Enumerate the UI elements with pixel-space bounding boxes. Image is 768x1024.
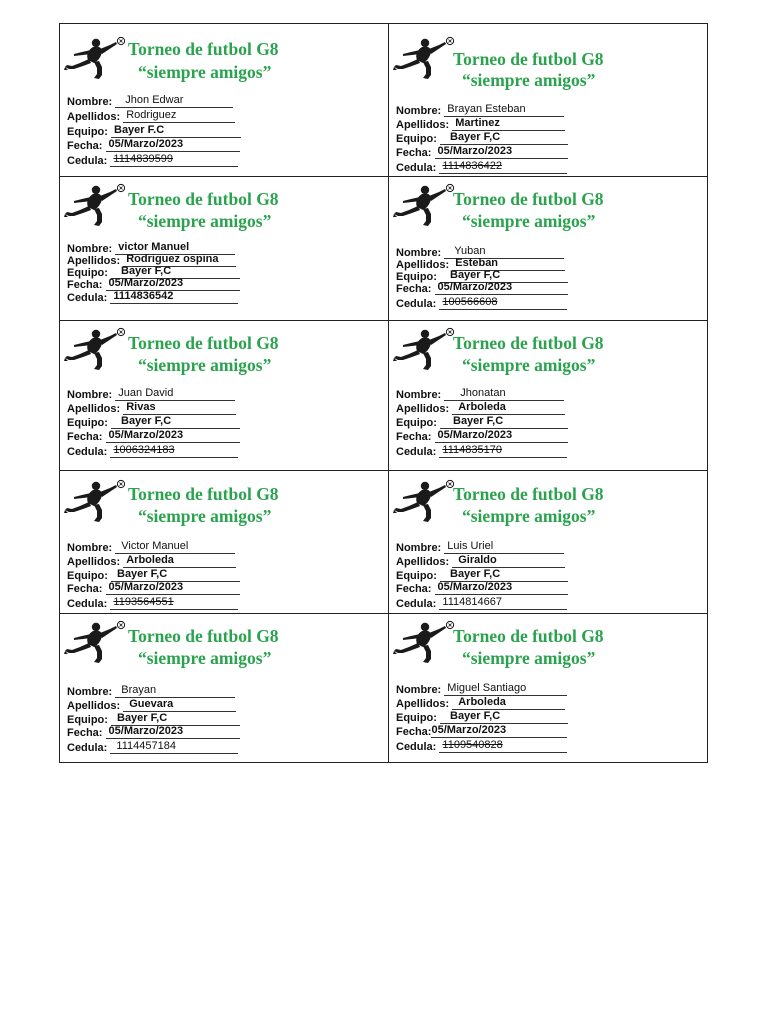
soccer-player-icon [64,183,128,227]
equipo-field [396,569,568,582]
nombre-label: Nombre: [67,243,113,255]
fecha-field [67,278,240,291]
player-card [60,471,389,614]
apellidos-label: Apellidos: [67,403,121,415]
nombre-label: Nombre: [396,684,442,696]
soccer-player-icon [393,620,457,664]
tournament-subtitle: “siempre amigos” [138,211,272,231]
cedula-field [396,297,567,310]
nombre-value: Brayan Esteban [444,104,564,117]
player-card [389,177,707,321]
fecha-value: 05/Marzo/2023 [106,726,240,739]
soccer-player-icon [393,36,457,80]
apellidos-label: Apellidos: [396,403,450,415]
equipo-field [67,125,241,138]
tournament-title: Torneo de futbol G8 [453,49,604,69]
cedula-label: Cedula: [396,446,437,458]
fecha-label: Fecha: [67,279,103,291]
nombre-value: Victor Manuel [115,541,235,554]
apellidos-field [67,402,236,415]
fecha-field [396,430,568,443]
cedula-label: Cedula: [67,446,108,458]
equipo-value: Bayer F,C [440,711,568,724]
nombre-value: victor Manuel [115,242,235,255]
fecha-value: 05/Marzo/2023 [106,278,240,291]
tournament-title: Torneo de futbol G8 [453,333,604,353]
cedula-label: Cedula: [396,741,437,753]
nombre-value: Luis Uriel [444,541,564,554]
fecha-label: Fecha: [396,583,432,595]
apellidos-value: Martinez [452,118,565,131]
nombre-label: Nombre: [396,105,442,117]
apellidos-field [396,697,565,710]
tournament-subtitle: “siempre amigos” [138,648,272,668]
equipo-label: Equipo: [67,570,108,582]
equipo-label: Equipo: [396,570,437,582]
cedula-value: 1193564551 [110,597,238,610]
cedula-field [67,445,238,458]
apellidos-label: Apellidos: [67,700,121,712]
fecha-field [396,146,568,159]
apellidos-value: Arboleda [452,697,565,710]
cedula-field [396,597,567,610]
equipo-value: Bayer F,C [440,132,568,145]
equipo-field [67,713,240,726]
fecha-field [67,726,240,739]
cedula-field [396,445,567,458]
player-card [389,471,707,614]
nombre-field [67,541,235,554]
apellidos-value: Rodriguez [123,110,235,123]
fecha-value: 05/Marzo/2023 [435,146,568,159]
tournament-title: Torneo de futbol G8 [453,484,604,504]
fecha-value: 05/Marzo/2023 [431,725,567,738]
equipo-field [67,416,240,429]
soccer-player-icon [64,620,128,664]
tournament-title: Torneo de futbol G8 [453,189,604,209]
cedula-field [67,154,238,167]
nombre-field [67,388,235,401]
apellidos-value: Guevara [123,699,236,712]
fecha-label: Fecha: [67,583,103,595]
soccer-player-icon [64,479,128,523]
apellidos-label: Apellidos: [67,111,121,123]
equipo-value: Bayer F,C [440,569,568,582]
cedula-label: Cedula: [396,598,437,610]
nombre-field [396,683,567,696]
tournament-subtitle: “siempre amigos” [138,62,272,82]
tournament-subtitle: “siempre amigos” [462,355,596,375]
equipo-value: Bayer F,C [111,416,240,429]
cedula-label: Cedula: [67,155,108,167]
cedula-value: 1114814667 [439,597,567,610]
tournament-title: Torneo de futbol G8 [128,189,279,209]
apellidos-label: Apellidos: [396,698,450,710]
apellidos-field [67,110,235,123]
nombre-value: Miguel Santiago [444,683,567,696]
cedula-value: 100566608 [439,297,567,310]
apellidos-field [67,555,236,568]
fecha-value: 05/Marzo/2023 [435,430,568,443]
fecha-field [396,282,568,295]
soccer-player-icon [393,479,457,523]
equipo-field [67,569,240,582]
soccer-player-icon [64,327,128,371]
equipo-value: Bayer F.C [111,125,241,138]
nombre-value: Jhonatan [444,388,564,401]
equipo-value: Bayer F,C [111,713,240,726]
fecha-label: Fecha: [396,147,432,159]
apellidos-label: Apellidos: [396,259,450,271]
equipo-label: Equipo: [67,126,108,138]
nombre-field [67,685,235,698]
fecha-field [67,430,240,443]
apellidos-label: Apellidos: [67,255,121,267]
soccer-player-icon [393,327,457,371]
cedula-label: Cedula: [67,598,108,610]
apellidos-value: Rodriguez ospina [123,254,236,267]
nombre-field [67,95,233,108]
cedula-value: 1114457184 [110,741,238,754]
nombre-value: Jhon Edwar [115,95,233,108]
equipo-field [396,132,568,145]
cedula-field [67,291,238,304]
cedula-label: Cedula: [67,292,108,304]
fecha-label: Fecha: [67,140,103,152]
apellidos-value: Giraldo [452,555,565,568]
cedula-field [67,741,238,754]
tournament-subtitle: “siempre amigos” [462,648,596,668]
nombre-label: Nombre: [396,542,442,554]
cedula-field [396,161,567,174]
cedula-field [67,597,238,610]
equipo-field [396,416,568,429]
apellidos-field [396,402,565,415]
player-card [60,614,389,762]
equipo-label: Equipo: [396,417,437,429]
apellidos-value: Arboleda [123,555,236,568]
apellidos-field [396,118,565,131]
player-card [389,321,707,471]
fecha-label: Fecha: [396,726,432,738]
tournament-subtitle: “siempre amigos” [138,506,272,526]
cedula-value: 1114836542 [110,291,238,304]
apellidos-value: Arboleda [452,402,565,415]
tournament-title: Torneo de futbol G8 [128,333,279,353]
equipo-label: Equipo: [396,133,437,145]
nombre-label: Nombre: [396,389,442,401]
fecha-value: 05/Marzo/2023 [435,582,568,595]
tournament-subtitle: “siempre amigos” [138,355,272,375]
nombre-label: Nombre: [67,96,113,108]
cedula-field [396,740,567,753]
equipo-value: Bayer F,C [111,266,240,279]
cedula-value: 1006324183 [110,445,238,458]
registration-cards-grid [59,23,708,763]
fecha-label: Fecha: [396,283,432,295]
fecha-field [67,139,240,152]
equipo-value: Bayer F,C [440,270,568,283]
cedula-label: Cedula: [67,742,108,754]
tournament-title: Torneo de futbol G8 [128,626,279,646]
cedula-value: 1109540828 [439,740,567,753]
fecha-field [396,725,567,738]
soccer-player-icon [393,183,457,227]
nombre-field [396,388,564,401]
cedula-value: 1114839599 [110,154,238,167]
equipo-label: Equipo: [67,417,108,429]
fecha-label: Fecha: [396,431,432,443]
fecha-value: 05/Marzo/2023 [106,430,240,443]
nombre-label: Nombre: [67,542,113,554]
cedula-label: Cedula: [396,162,437,174]
nombre-value: Juan David [115,388,235,401]
apellidos-value: Rivas [123,402,236,415]
apellidos-field [396,555,565,568]
equipo-label: Equipo: [396,271,437,283]
apellidos-label: Apellidos: [396,556,450,568]
cedula-value: 1114835170 [439,445,567,458]
fecha-field [67,582,240,595]
nombre-field [396,104,564,117]
player-card [60,177,389,321]
cedula-value: 1114836422 [439,161,567,174]
player-card [60,24,389,177]
apellidos-label: Apellidos: [396,119,450,131]
fecha-value: 05/Marzo/2023 [435,282,568,295]
equipo-label: Equipo: [67,267,108,279]
player-card [60,321,389,471]
tournament-title: Torneo de futbol G8 [128,484,279,504]
equipo-value: Bayer F,C [111,569,240,582]
equipo-field [396,711,568,724]
fecha-label: Fecha: [67,431,103,443]
soccer-player-icon [64,36,128,80]
player-card [389,614,707,762]
fecha-field [396,582,568,595]
tournament-subtitle: “siempre amigos” [462,70,596,90]
apellidos-value: Esteban [452,258,565,271]
fecha-value: 05/Marzo/2023 [106,582,240,595]
tournament-subtitle: “siempre amigos” [462,211,596,231]
equipo-label: Equipo: [67,714,108,726]
fecha-label: Fecha: [67,727,103,739]
apellidos-label: Apellidos: [67,556,121,568]
cedula-label: Cedula: [396,298,437,310]
equipo-label: Equipo: [396,712,437,724]
player-card [389,24,707,177]
nombre-label: Nombre: [67,686,113,698]
tournament-subtitle: “siempre amigos” [462,506,596,526]
nombre-label: Nombre: [67,389,113,401]
nombre-label: Nombre: [396,247,442,259]
nombre-field [396,541,564,554]
apellidos-field [67,699,236,712]
nombre-value: Brayan [115,685,235,698]
fecha-value: 05/Marzo/2023 [106,139,240,152]
tournament-title: Torneo de futbol G8 [453,626,604,646]
tournament-title: Torneo de futbol G8 [128,39,279,59]
equipo-value: Bayer F,C [440,416,568,429]
nombre-value: Yuban [444,246,564,259]
